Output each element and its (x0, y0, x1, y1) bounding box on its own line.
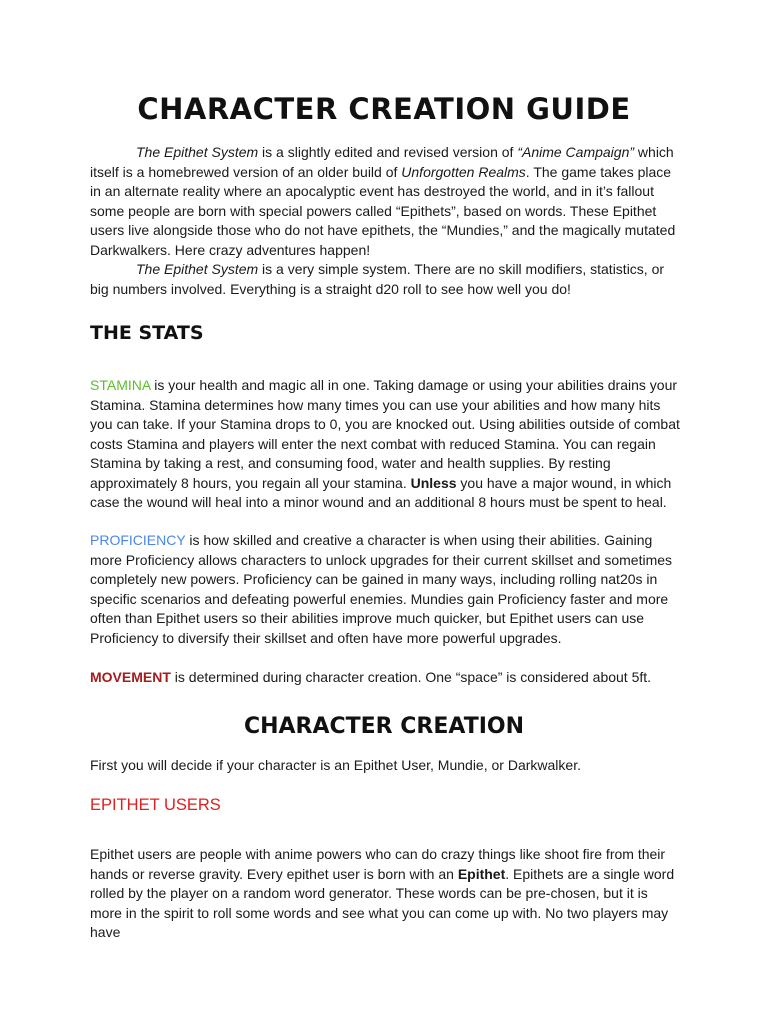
stamina-keyword: STAMINA (90, 377, 151, 393)
character-creation-heading: CHARACTER CREATION (243, 714, 525, 739)
proficiency-paragraph: PROFICIENCY is how skilled and creative a character is when using their abilities. Gaining more Proficiency allows characters to unlock upgrades for their current skillset and sometimes completely new powers. Proficiency can be gained in many ways, including rolling nat20s in specific scenarios and defeating powerful enemies. Mundies gain Proficiency faster and more often than Epithet users so their abilities improve much quicker, but Epithet users can use Proficiency to diversify their skillset and often have more powerful upgrades. (90, 532, 673, 646)
intro-paragraph-1: The Epithet System is a slightly edited and revised version of “Anime Campaign” which itself is a homebrewed version of an older build of Unforgotten Realms. The game takes place in an alternate reality where an apocalyptic event has destroyed the world, and in it’s fallout some people are born with special powers called “Epithets”, based on words. These Epithet users live alongside those who do not have epithets, the “Mundies,” and the magically mutated Darkwalkers. Here crazy adventures happen! (90, 144, 676, 258)
stamina-paragraph: STAMINA is your health and magic all in one. Taking damage or using your abilities drains your Stamina. Stamina determines how many times you can use your abilities and how many hits you can take. If your Stamina drops to 0, you are knocked out. Using abilities outside of combat costs Stamina and players will enter the next combat with reduced Stamina. You can regain Stamina by taking a rest, and consuming food, water and health supplies. By resting approximately 8 hours, you regain all your stamina. Unless you have a major wound, in which case the wound will heal into a minor wound and an additional 8 hours must be spent to heal. (90, 377, 680, 510)
movement-keyword: MOVEMENT (90, 669, 171, 685)
system-name: The Epithet System (136, 261, 259, 277)
system-name: The Epithet System (136, 144, 259, 160)
creation-intro: First you will decide if your character is an Epithet User, Mundie, or Darkwalker. (90, 757, 581, 773)
intro-paragraph-2: The Epithet System is a very simple system. There are no skill modifiers, statistics, or big numbers involved. Everything is a straight d20 roll to see how well you do! (90, 261, 665, 297)
movement-paragraph: MOVEMENT is determined during character creation. One “space” is considered about 5ft. (90, 669, 652, 685)
proficiency-keyword: PROFICIENCY (90, 532, 186, 548)
page-title: CHARACTER CREATION GUIDE (137, 92, 631, 126)
epithet-users-heading: EPITHET USERS (90, 796, 221, 814)
epithet-users-paragraph: Epithet users are people with anime powers who can do crazy things like shoot fire from their hands or reverse gravity. Every epithet user is born with an Epithet. Epithets are a single word rolled by the player on a random word generator. These words can be pre-chosen, but it is more in the spirit to roll some words and see what you can come up with. No two players may have (90, 846, 675, 940)
stats-heading: THE STATS (90, 322, 204, 344)
